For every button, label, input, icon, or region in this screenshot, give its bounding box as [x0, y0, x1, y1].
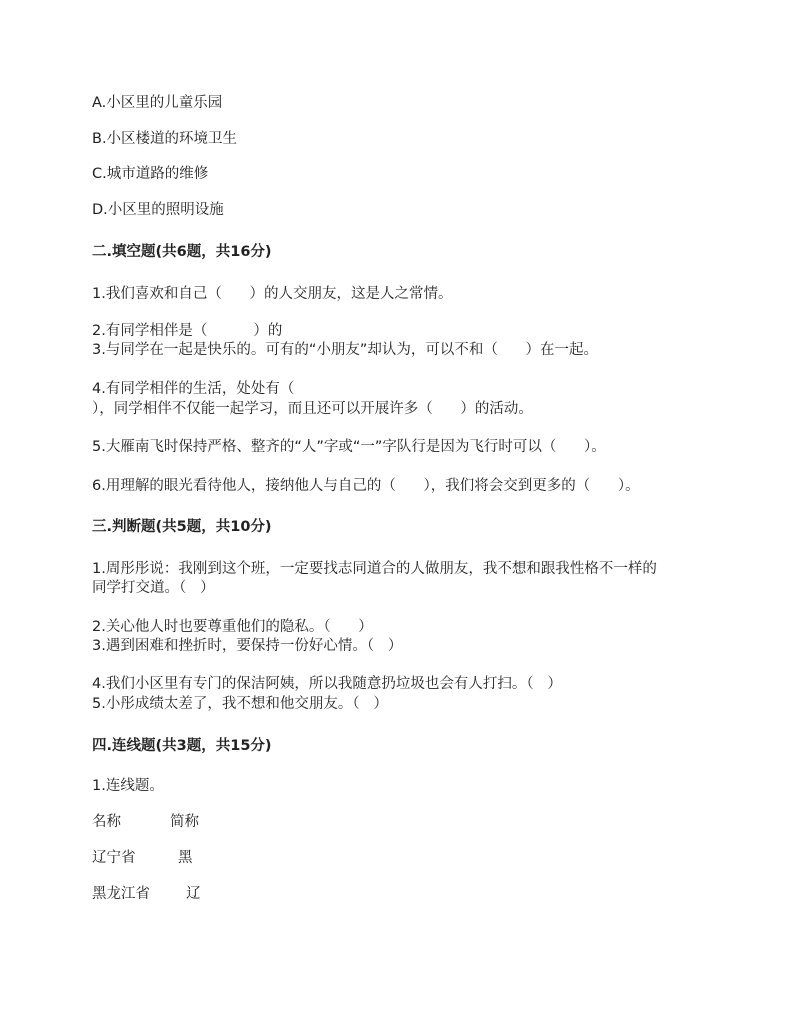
fill-question-4-line2: ），同学相伴不仅能一起学习，而且还可以开展许多（ ）的活动。: [92, 401, 533, 417]
option-b: B.小区楼道的环境卫生: [92, 131, 238, 147]
judge-question-4: 4.我们小区里有专门的保洁阿姨，所以我随意扔垃圾也会有人打扫。（ ）: [92, 676, 562, 692]
option-d: D.小区里的照明设施: [92, 202, 224, 218]
option-c: C.城市道路的维修: [92, 166, 209, 182]
match-question-1: 1.连线题。: [92, 778, 164, 794]
fill-question-1: 1.我们喜欢和自己（ ）的人交朋友，这是人之常情。: [92, 286, 453, 302]
option-a: A.小区里的儿童乐园: [92, 95, 223, 111]
fill-question-4-line1: 4.有同学相伴的生活，处处有（: [92, 381, 295, 397]
judge-question-2: 2.关心他人时也要尊重他们的隐私。（ ）: [92, 619, 373, 635]
section3-heading: 三.判断题(共5题，共10分): [92, 519, 272, 535]
fill-question-2: 2.有同学相伴是（ ）的: [92, 323, 283, 339]
section2-heading: 二.填空题(共6题，共16分): [92, 244, 272, 260]
section4-heading: 四.连线题(共3题，共15分): [92, 738, 272, 754]
fill-question-5: 5.大雁南飞时保持严格、整齐的“人”字或“一”字队行是因为飞行时可以（ ）。: [92, 439, 606, 455]
match-row-left: 辽宁省: [92, 850, 136, 866]
judge-question-5: 5.小彤成绩太差了，我不想和他交朋友。（ ）: [92, 696, 388, 712]
fill-question-3: 3.与同学在一起是快乐的。可有的“小朋友”却认为，可以不和（ ）在一起。: [92, 342, 599, 358]
judge-question-3: 3.遇到困难和挫折时，要保持一份好心情。（ ）: [92, 638, 403, 654]
judge-question-1-line2: 同学打交道。（ ）: [92, 580, 215, 596]
match-header-left: 名称: [92, 814, 121, 830]
match-row-right: 辽: [186, 886, 201, 902]
match-row-left: 黑龙江省: [92, 886, 150, 902]
match-header-right: 简称: [170, 814, 199, 830]
judge-question-1-line1: 1.周彤彤说：我刚到这个班，一定要找志同道合的人做朋友，我不想和跟我性格不一样的: [92, 561, 657, 577]
match-row-right: 黑: [178, 850, 193, 866]
fill-question-6: 6.用理解的眼光看待他人，接纳他人与自己的（ ），我们将会交到更多的（ ）。: [92, 478, 640, 494]
